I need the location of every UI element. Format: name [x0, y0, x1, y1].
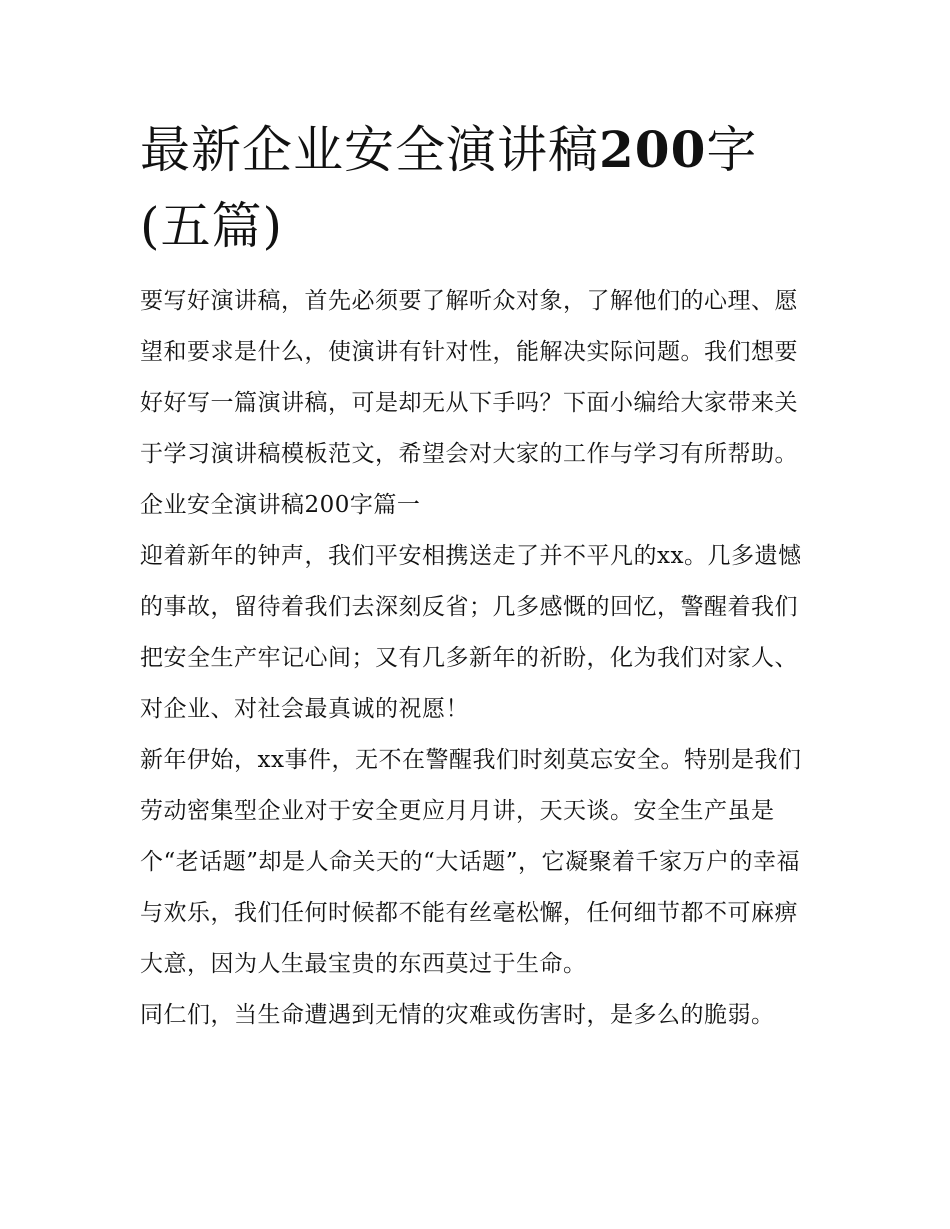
title-number: 200	[599, 120, 707, 179]
title-text-part2: 字(五篇)	[140, 121, 758, 255]
title-text-part1: 最新企业安全演讲稿	[140, 121, 599, 179]
body-paragraph: 迎着新年的钟声，我们平安相携送走了并不平凡的xx。几多遗憾的事故，留待着我们去深刻反省；几多感慨的回忆，警醒着我们把安全生产牢记心间；又有几多新年的祈盼，化为我们对家人、对企业、对社会最真诚的祝愿！	[140, 543, 802, 722]
document-body	[140, 276, 816, 1041]
body-paragraph: 新年伊始，xx事件，无不在警醒我们时刻莫忘安全。特别是我们劳动密集型企业对于安全更应月月讲，天天谈。安全生产虽是个“老话题”却是人命关天的“大话题”，它凝聚着千家万户的幸福与欢乐，我们任何时候都不能有丝毫松懈，任何细节都不可麻痹大意，因为人生最宝贵的东西莫过于生命。	[140, 747, 802, 977]
document-title	[140, 112, 820, 264]
section-heading: 企业安全演讲稿200字篇一	[140, 492, 421, 518]
body-paragraph: 同仁们，当生命遭遇到无情的灾难或伤害时，是多么的脆弱。	[140, 1002, 775, 1028]
intro-paragraph: 要写好演讲稿，首先必须要了解听众对象，了解他们的心理、愿望和要求是什么，使演讲有针对性，能解决实际问题。我们想要好好写一篇演讲稿，可是却无从下手吗？下面小编给大家带来关于学习演讲稿模板范文，希望会对大家的工作与学习有所帮助。	[140, 288, 798, 467]
